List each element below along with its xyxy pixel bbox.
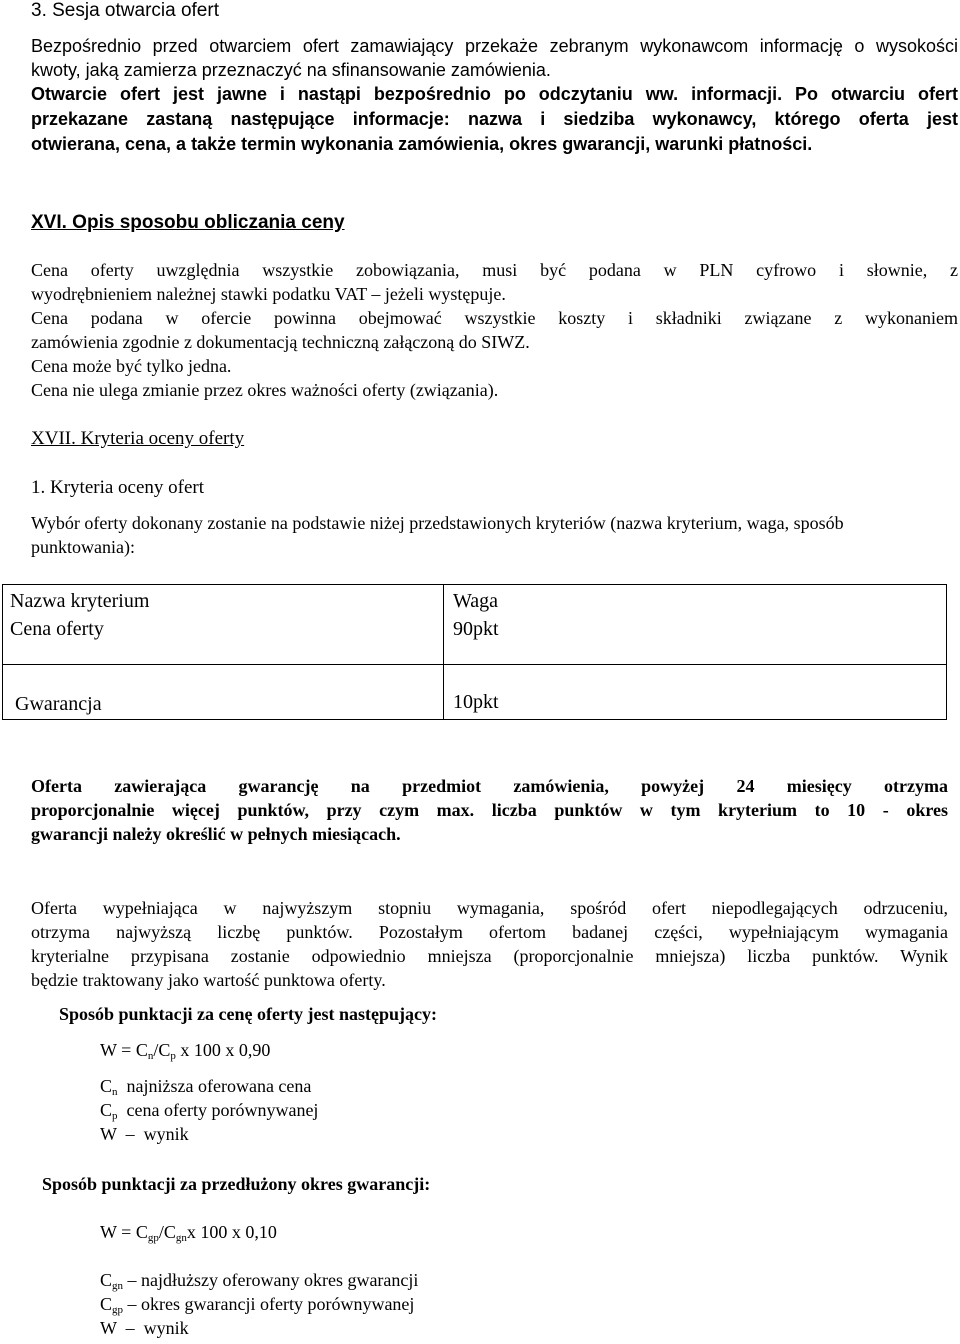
guarantee-note-line-2: proporcjonalnie więcej punktów, przy czym max. liczba punktów w tym kryterium to 10 - okres bbox=[31, 800, 948, 820]
criterion-name: Cena oferty bbox=[10, 618, 104, 640]
legend-symbol: W bbox=[100, 1124, 117, 1144]
formula-text: W = C bbox=[100, 1222, 148, 1242]
legend-subscript: n bbox=[112, 1086, 118, 1098]
price-scoring-heading: Sposób punktacji za cenę oferty jest następujący: bbox=[59, 1004, 437, 1024]
table-cell bbox=[3, 665, 444, 720]
legend-symbol: W bbox=[100, 1318, 117, 1338]
price-legend-item bbox=[100, 1100, 318, 1122]
section-16-paragraph-2-line-2: zamówienia zgodnie z dokumentacją techniczną załączoną do SIWZ. bbox=[31, 332, 530, 352]
criterion-name: Gwarancja bbox=[15, 693, 102, 715]
section-3-title: 3. Sesja otwarcia ofert bbox=[31, 0, 219, 21]
criterion-weight: 90pkt bbox=[453, 618, 499, 640]
guarantee-note-line-1: Oferta zawierająca gwarancję na przedmiot zamówienia, powyżej 24 miesięcy otrzyma bbox=[31, 776, 948, 796]
table-cell bbox=[444, 585, 947, 665]
price-legend-item bbox=[100, 1076, 311, 1098]
scoring-paragraph-line-4: będzie traktowany jako wartość punktowa oferty. bbox=[31, 970, 386, 990]
price-legend-item bbox=[100, 1124, 189, 1145]
section-3-paragraph-1-line-1: Bezpośrednio przed otwarciem ofert zamawiający przekaże zebranym wykonawcom informację o wysokości bbox=[31, 36, 958, 56]
legend-text: najniższa oferowana cena bbox=[117, 1076, 312, 1096]
header-criterion-name: Nazwa kryterium bbox=[10, 590, 150, 612]
legend-symbol: C bbox=[100, 1100, 113, 1120]
table-cell bbox=[3, 585, 444, 665]
legend-symbol: C bbox=[100, 1294, 113, 1314]
guarantee-scoring-heading: Sposób punktacji za przedłużony okres gwarancji: bbox=[42, 1174, 431, 1194]
section-3-paragraph-1-line-2: kwoty, jaką zamierza przeznaczyć na sfinansowanie zamówienia. bbox=[31, 60, 551, 80]
legend-subscript: p bbox=[112, 1110, 118, 1122]
criteria-table bbox=[2, 584, 947, 720]
formula-text: x 100 x 0,10 bbox=[186, 1222, 277, 1242]
section-16-paragraph-3: Cena może być tylko jedna. bbox=[31, 356, 232, 376]
legend-subscript: gp bbox=[112, 1304, 124, 1316]
guarantee-formula bbox=[100, 1222, 277, 1244]
section-16-paragraph-4: Cena nie ulega zmianie przez okres ważności oferty (związania). bbox=[31, 380, 499, 400]
guarantee-note-line-3: gwarancji należy określić w pełnych miesiącach. bbox=[31, 824, 401, 844]
section-3-paragraph-2-line-1: Otwarcie ofert jest jawne i nastąpi bezpośrednio po odczytaniu ww. informacji. Po otwarciu ofert bbox=[31, 84, 958, 104]
section-3-paragraph-2-line-3: otwierana, cena, a także termin wykonania zamówienia, okres gwarancji, warunki płatności. bbox=[31, 134, 813, 154]
criteria-subtitle: 1. Kryteria oceny ofert bbox=[31, 477, 205, 498]
table-row bbox=[3, 665, 947, 720]
legend-text: – wynik bbox=[116, 1318, 189, 1338]
section-3-paragraph-2-line-2: przekazane zastaną następujące informacje: nazwa i siedziba wykonawcy, którego oferta jest bbox=[31, 109, 958, 129]
legend-text: – okres gwarancji oferty porównywanej bbox=[123, 1294, 415, 1314]
section-16-title: XVI. Opis sposobu obliczania ceny bbox=[31, 212, 345, 233]
legend-text: – wynik bbox=[116, 1124, 189, 1144]
formula-text: x 100 x 0,90 bbox=[175, 1040, 271, 1060]
legend-symbol: C bbox=[100, 1076, 113, 1096]
legend-symbol: C bbox=[100, 1270, 113, 1290]
formula-subscript: p bbox=[170, 1050, 176, 1062]
table-row bbox=[3, 585, 947, 665]
legend-subscript: gn bbox=[112, 1280, 124, 1292]
formula-subscript: gn bbox=[175, 1232, 187, 1244]
criterion-weight: 10pkt bbox=[453, 691, 499, 713]
criteria-intro-line-2: punktowania): bbox=[31, 537, 135, 557]
formula-subscript: n bbox=[147, 1050, 154, 1062]
scoring-paragraph-line-3: kryterialne przypisana zostanie odpowiednio mniejsza (proporcjonalnie mniejsza) liczba punktów. Wynik bbox=[31, 946, 948, 966]
formula-text: /C bbox=[153, 1040, 171, 1060]
legend-text: – najdłuższy oferowany okres gwarancji bbox=[123, 1270, 419, 1290]
table-cell bbox=[444, 665, 947, 720]
guarantee-legend-item bbox=[100, 1294, 414, 1316]
guarantee-legend-item bbox=[100, 1270, 418, 1292]
section-17-title: XVII. Kryteria oceny oferty bbox=[31, 428, 245, 449]
scoring-paragraph-line-1: Oferta wypełniająca w najwyższym stopniu wymagania, spośród ofert niepodlegających odrzuceniu, bbox=[31, 898, 948, 918]
scoring-paragraph-line-2: otrzyma najwyższą liczbę punktów. Pozostałym ofertom badanej części, wypełniającym wymagania bbox=[31, 922, 948, 942]
price-formula bbox=[100, 1040, 270, 1062]
formula-text: /C bbox=[158, 1222, 176, 1242]
header-criterion-weight: Waga bbox=[453, 590, 499, 612]
guarantee-legend-item bbox=[100, 1318, 189, 1339]
legend-text: cena oferty porównywanej bbox=[117, 1100, 319, 1120]
formula-text: W = C bbox=[100, 1040, 148, 1060]
formula-subscript: gp bbox=[147, 1232, 159, 1244]
section-16-paragraph-1-line-1: Cena oferty uwzględnia wszystkie zobowiązania, musi być podana w PLN cyfrowo i słownie, z bbox=[31, 260, 958, 280]
criteria-intro-line-1: Wybór oferty dokonany zostanie na podstawie niżej przedstawionych kryteriów (nazwa kryterium, waga, sposób bbox=[31, 513, 844, 533]
section-16-paragraph-1-line-2: wyodrębnieniem należnej stawki podatku VAT – jeżeli występuje. bbox=[31, 284, 506, 304]
section-16-paragraph-2-line-1: Cena podana w ofercie powinna obejmować wszystkie koszty i składniki związane z wykonaniem bbox=[31, 308, 958, 328]
